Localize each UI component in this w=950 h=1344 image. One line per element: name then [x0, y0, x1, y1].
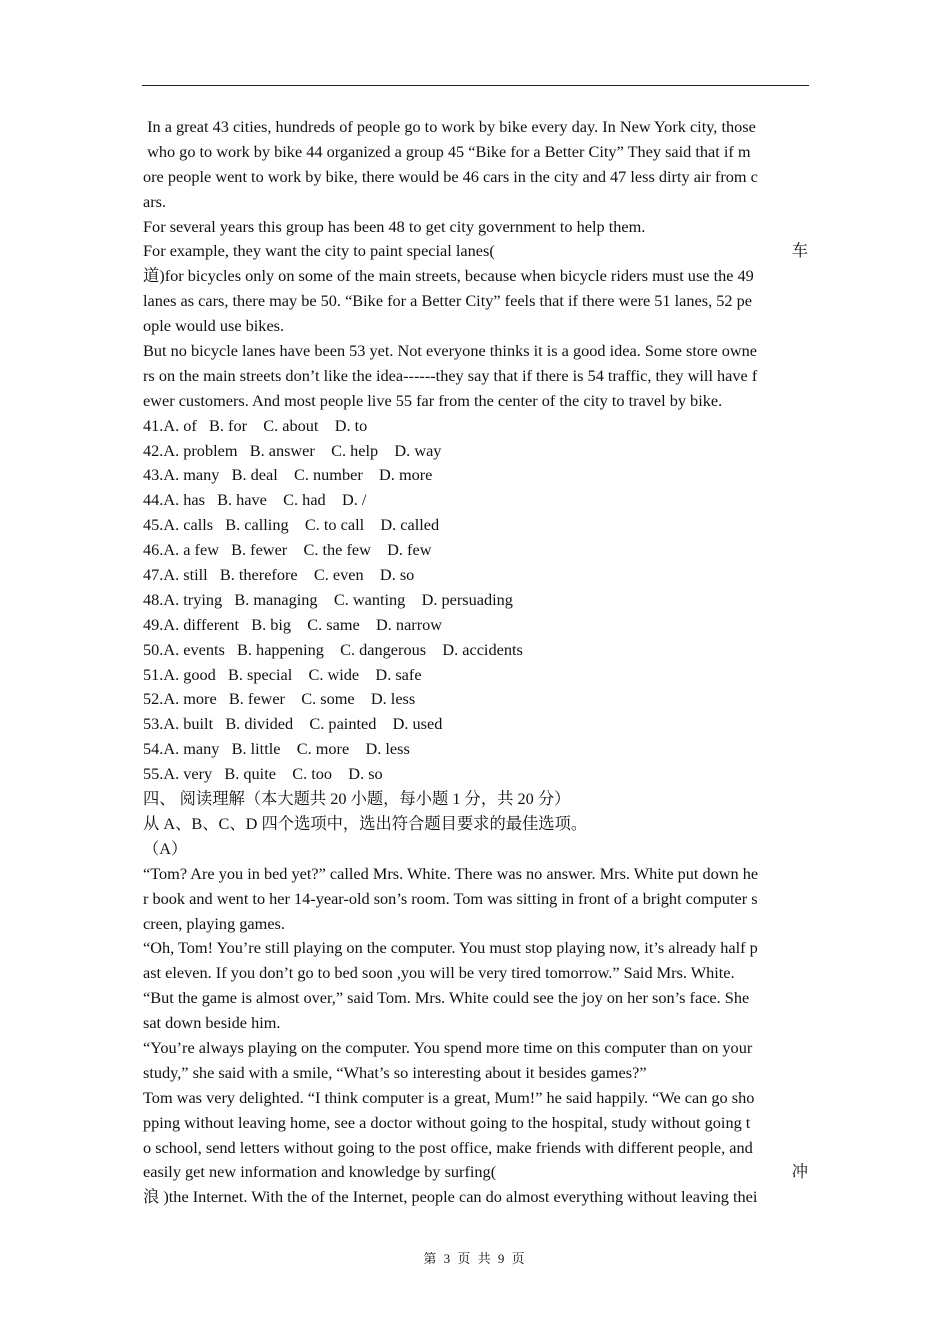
text-line: 从 A、B、C、D 四个选项中，选出符合题目要求的最佳选项。	[143, 813, 588, 833]
text-line-right: 车	[791, 241, 808, 261]
text-line: For several years this group has been 48 to get city government to help them.	[143, 216, 646, 236]
text-line: “But the game is almost over,” said Tom. Mrs. White could see the joy on her son’s face. She	[143, 988, 750, 1008]
text-line: ople would use bikes.	[143, 316, 285, 336]
text-line: rs on the main streets don’t like the idea------they say that if there is 54 traffic, they will have f	[143, 365, 758, 385]
text-line: Tom was very delighted. “I think computer is a great, Mum!” he said happily. “We can go sho	[143, 1087, 755, 1107]
text-line: who go to work by bike 44 organized a group 45 “Bike for a Better City” They said that if m	[143, 141, 751, 161]
text-line: 四、 阅读理解（本大题共 20 小题，每小题 1 分，共 20 分）	[143, 789, 571, 809]
text-line-right: 冲	[791, 1162, 808, 1182]
text-line: 46.A. a few B. fewer C. the few D. few	[143, 540, 432, 560]
text-line: ewer customers. And most people live 55 far from the center of the city to travel by bike.	[143, 390, 723, 410]
text-line: ore people went to work by bike, there would be 46 cars in the city and 47 less dirty air from c	[143, 166, 758, 186]
text-line: sat down beside him.	[143, 1013, 281, 1033]
text-line-left: easily get new information and knowledge by surfing(	[143, 1162, 497, 1182]
text-line: o school, send letters without going to the post office, make friends with different people, and	[143, 1137, 753, 1157]
document-body	[143, 115, 808, 1210]
text-line: lanes as cars, there may be 50. “Bike for a Better City” feels that if there were 51 lanes, 52 pe	[143, 291, 752, 311]
text-line: 43.A. many B. deal C. number D. more	[143, 465, 433, 485]
text-line: 51.A. good B. special C. wide D. safe	[143, 664, 422, 684]
text-line: “Tom? Are you in bed yet?” called Mrs. White. There was no answer. Mrs. White put down he	[143, 863, 759, 883]
text-line: 47.A. still B. therefore C. even D. so	[143, 565, 415, 585]
text-line: 50.A. events B. happening C. dangerous D. accidents	[143, 639, 523, 659]
text-line: 49.A. different B. big C. same D. narrow	[143, 614, 443, 634]
page-footer: 第 3 页 共 9 页	[423, 1251, 527, 1266]
text-line: 55.A. very B. quite C. too D. so	[143, 764, 383, 784]
text-line: 53.A. built B. divided C. painted D. used	[143, 714, 443, 734]
text-line: （A）	[143, 838, 188, 858]
text-line: 道)for bicycles only on some of the main streets, because when bicycle riders must use the 49	[143, 266, 754, 286]
text-line: 45.A. calls B. calling C. to call D. called	[143, 515, 440, 535]
text-line: 41.A. of B. for C. about D. to	[143, 415, 368, 435]
text-line	[143, 1160, 808, 1185]
text-line: In a great 43 cities, hundreds of people go to work by bike every day. In New York city, those	[143, 117, 756, 136]
text-line: “Oh, Tom! You’re still playing on the computer. You must stop playing now, it’s already half p	[143, 938, 758, 958]
text-line: pping without leaving home, see a doctor without going to the hospital, study without going t	[143, 1112, 751, 1132]
text-line: r book and went to her 14-year-old son’s room. Tom was sitting in front of a bright computer s	[143, 888, 758, 908]
text-line: But no bicycle lanes have been 53 yet. Not everyone thinks it is a good idea. Some store owne	[143, 341, 758, 361]
text-line: creen, playing games.	[143, 913, 285, 933]
text-line: 54.A. many B. little C. more D. less	[143, 739, 410, 759]
text-line: study,” she said with a smile, “What’s so interesting about it besides games?”	[143, 1062, 647, 1082]
text-line: 48.A. trying B. managing C. wanting D. persuading	[143, 589, 513, 609]
text-line: ars.	[143, 191, 167, 211]
text-line: ast eleven. If you don’t go to bed soon ,you will be very tired tomorrow.” Said Mrs. White.	[143, 963, 735, 983]
text-line: 44.A. has B. have C. had D. /	[143, 490, 367, 510]
header-rule	[142, 85, 809, 86]
text-line: 52.A. more B. fewer C. some D. less	[143, 689, 416, 709]
text-line: 浪 )the Internet. With the of the Internet, people can do almost everything without leaving thei	[143, 1187, 758, 1207]
text-line-left: For example, they want the city to paint special lanes(	[143, 241, 495, 261]
text-line: “You’re always playing on the computer. You spend more time on this computer than on your	[143, 1037, 753, 1057]
text-line: 42.A. problem B. answer C. help D. way	[143, 440, 442, 460]
text-line	[143, 239, 808, 264]
